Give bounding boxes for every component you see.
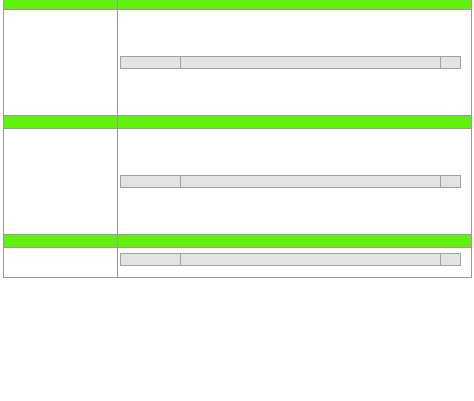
tls10-key — [4, 0, 118, 10]
column-value — [441, 57, 461, 69]
tls11-key — [4, 116, 118, 129]
tls10-value — [118, 0, 472, 10]
tls10-row — [4, 0, 472, 10]
tls10-settings-label — [4, 10, 118, 116]
tls11-settings-row — [4, 129, 472, 235]
column-value — [441, 254, 461, 266]
column-registrykey — [121, 176, 181, 188]
column-location — [181, 176, 441, 188]
tls12-row — [4, 235, 472, 248]
tls12-registry-table — [120, 253, 461, 266]
tls10-settings-row — [4, 10, 472, 116]
tls12-key — [4, 235, 118, 248]
tls11-value — [118, 116, 472, 129]
tls10-registry-table — [120, 56, 461, 69]
column-registrykey — [121, 254, 181, 266]
tls11-settings-label — [4, 129, 118, 235]
tls12-value — [118, 235, 472, 248]
column-registrykey — [121, 57, 181, 69]
column-value — [441, 176, 461, 188]
tls11-registry-table — [120, 175, 461, 188]
tls12-settings-row — [4, 248, 472, 278]
column-location — [181, 57, 441, 69]
health-report-table — [3, 0, 472, 278]
column-location — [181, 254, 441, 266]
tls11-row — [4, 116, 472, 129]
